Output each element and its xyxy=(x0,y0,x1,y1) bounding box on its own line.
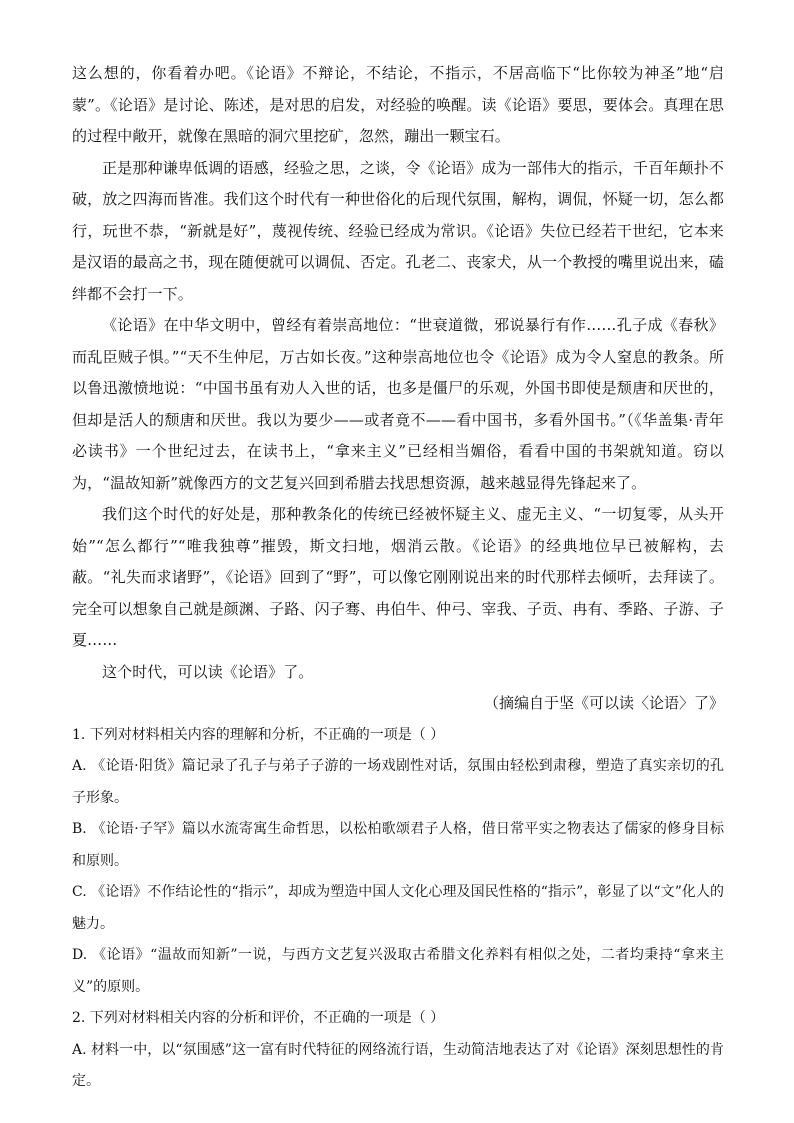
question-option-a: A. 《论语·阳货》篇记录了孔子与弟子子游的一场戏剧性对话，氛围由轻松到肃穆，塑造了真实亲切的孔子形象。 xyxy=(72,758,724,806)
passage-source: （摘编自于坚《可以读〈论语〉了》 xyxy=(483,694,724,712)
question-2 xyxy=(72,1003,724,1098)
passage-paragraph-1: 这么想的，你看着办吧。《论语》不辩论，不结论，不指示，不居高临下“比你较为神圣”地“启蒙”。《论语》是讨论、陈述，是对思的启发，对经验的唤醒。读《论语》要思，要体会。真理在思的过程中敞开，就像在黑暗的洞穴里挖矿，忽然，蹦出一颗宝石。 xyxy=(72,64,724,145)
question-stem: 2. 下列对材料相关内容的分析和评价，不正确的一项是（ ） xyxy=(72,1010,445,1026)
question-option-c: C. 《论语》不作结论性的“指示”，却成为塑造中国人文化心理及国民性格的“指示”，彰显了以“文”化人的魅力。 xyxy=(72,884,724,932)
question-option-b: B. 《论语·子罕》篇以水流寄寓生命哲思，以松柏歌颂君子人格，借日常平实之物表达了儒家的修身目标和原则。 xyxy=(72,821,724,869)
document-page xyxy=(72,58,724,1098)
question-1 xyxy=(72,720,724,1004)
question-option-d: D. 《论语》“温故而知新”一说，与西方文艺复兴汲取古希腊文化养料有相似之处，二者均秉持“拿来主义”的原则。 xyxy=(72,947,724,995)
passage-paragraph-3: 《论语》在中华文明中，曾经有着崇高地位：“世衰道微，邪说暴行有作……孔子成《春秋》而乱臣贼子惧。”“天不生仲尼，万古如长夜。”这种崇高地位也令《论语》成为令人窒息的教条。所以鲁迅激愤地说：“中国书虽有劝人入世的话，也多是僵尸的乐观，外国书即使是颓唐和厌世的，但却是活人的颓唐和厌世。我以为要少——或者竟不——看中国书，多看外国书。”（《华盖集·青年必读书》一个世纪过去，在读书上，“拿来主义”已经相当媚俗，看看中国的书架就知道。窃以为，“温故知新”就像西方的文艺复兴回到希腊去找思想资源，越来越显得先锋起来了。 xyxy=(72,316,724,492)
passage-paragraph-4: 我们这个时代的好处是，那种教条化的传统已经被怀疑主义、虚无主义、“一切复零，从头开始”“怎么都行”“唯我独尊”摧毁，斯文扫地，烟消云散。《论语》的经典地位早已被解构，去蔽。“礼失而求诸野”，《论语》回到了“野”，可以像它刚刚说出来的时代那样去倾听，去拜读了。完全可以想象自己就是颜渊、子路、闪子骞、冉伯牛、仲弓、宰我、子贡、冉有、季路、子游、子夏…… xyxy=(72,505,724,649)
question-option-a: A. 材料一中，以“氛围感”这一富有时代特征的网络流行语，生动简洁地表达了对《论语》深刻思想性的肯定。 xyxy=(72,1041,724,1089)
question-stem: 1. 下列对材料相关内容的理解和分析，不正确的一项是（ ） xyxy=(72,726,445,743)
passage-paragraph-5: 这个时代，可以读《论语》了。 xyxy=(102,662,314,681)
passage-paragraph-2: 正是那种谦卑低调的语感，经验之思，之谈，令《论语》成为一部伟大的指示，千百年颠扑不破，放之四海而皆准。我们这个时代有一种世俗化的后现代氛围，解构，调侃，怀疑一切，怎么都行，玩世不恭，“新就是好”，蔑视传统、经验已经成为常识。《论语》失位已经若干世纪，它本来是汉语的最高之书，现在随便就可以调侃、否定。孔老二、丧家犬，从一个教授的嘴里说出来，磕绊都不会打一下。 xyxy=(72,158,724,303)
